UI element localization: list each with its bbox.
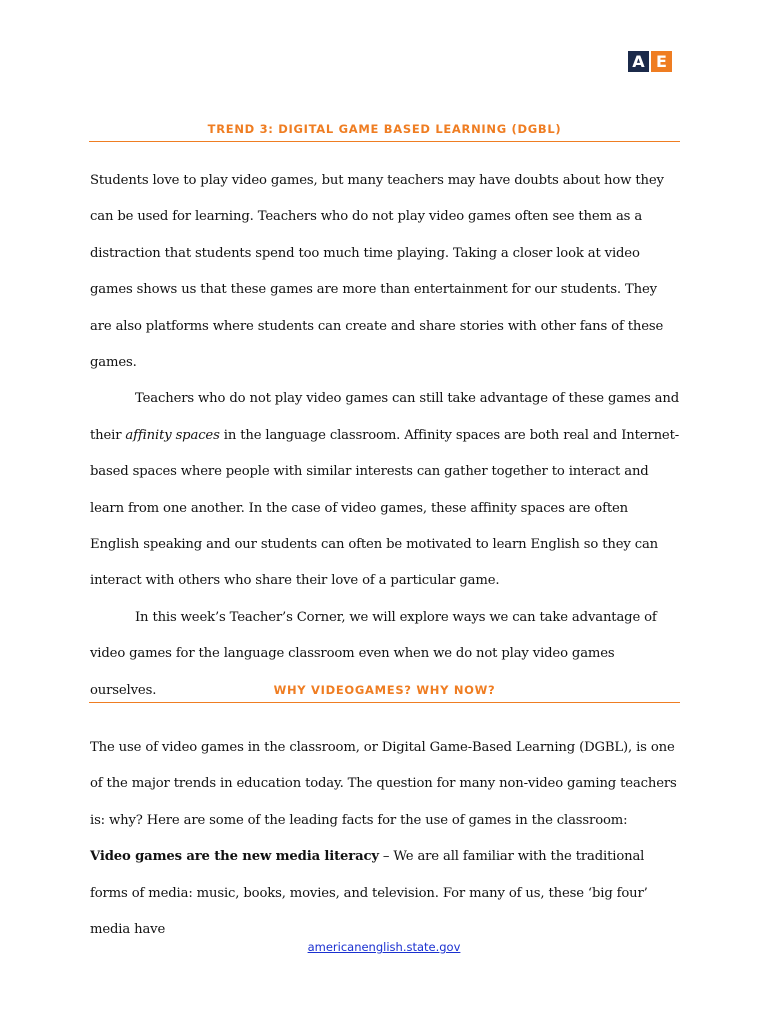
text-run: Teachers who do not play video games can still take advantage of these games and their — [90, 391, 680, 443]
logo-letter-e: E — [651, 51, 672, 72]
italic-term: affinity spaces — [125, 427, 220, 443]
bold-lead-in: Video games are the new media literacy — [90, 849, 379, 865]
text-run: – We are all familiar with the traditional forms of media: music, books, movies, and television. For many of us, these ‘big four’ media have — [90, 849, 648, 938]
footer-link[interactable]: americanenglish.state.gov — [307, 940, 461, 954]
ae-logo — [628, 51, 672, 72]
logo-letter-a: A — [628, 51, 649, 72]
text-run: in the language classroom. Affinity spaces are both real and Internet-based spaces where people with similar interests can gather together to interact and learn from one another. In the case of video games, these affinity spaces are often English speaking and our students can often be motivated to learn English so they can interact with others who share their love of a particular game. — [90, 427, 680, 589]
section2-body — [90, 730, 680, 948]
section-heading-trend3: TREND 3: DIGITAL GAME BASED LEARNING (DGBL) — [89, 122, 680, 142]
section-heading-why-videogames: WHY VIDEOGAMES? WHY NOW? — [89, 683, 680, 703]
section1-body — [90, 163, 680, 709]
paragraph — [90, 839, 680, 948]
paragraph — [90, 381, 680, 599]
paragraph: The use of video games in the classroom, or Digital Game-Based Learning (DGBL), is one of the major trends in education today. The question for many non-video gaming teachers is: why? Here are some of the leading facts for the use of games in the classroom: — [90, 740, 677, 828]
paragraph: Students love to play video games, but many teachers may have doubts about how they can be used for learning. Teachers who do not play video games often see them as a distraction that students spend too much time playing. Taking a closer look at video games shows us that these games are more than entertainment for our students. They are also platforms where students can create and share stories with other fans of these games. — [90, 173, 664, 371]
paragraph: In this week’s Teacher’s Corner, we will explore ways we can take advantage of video games for the language classroom even when we do not play video games ourselves. — [90, 609, 657, 698]
